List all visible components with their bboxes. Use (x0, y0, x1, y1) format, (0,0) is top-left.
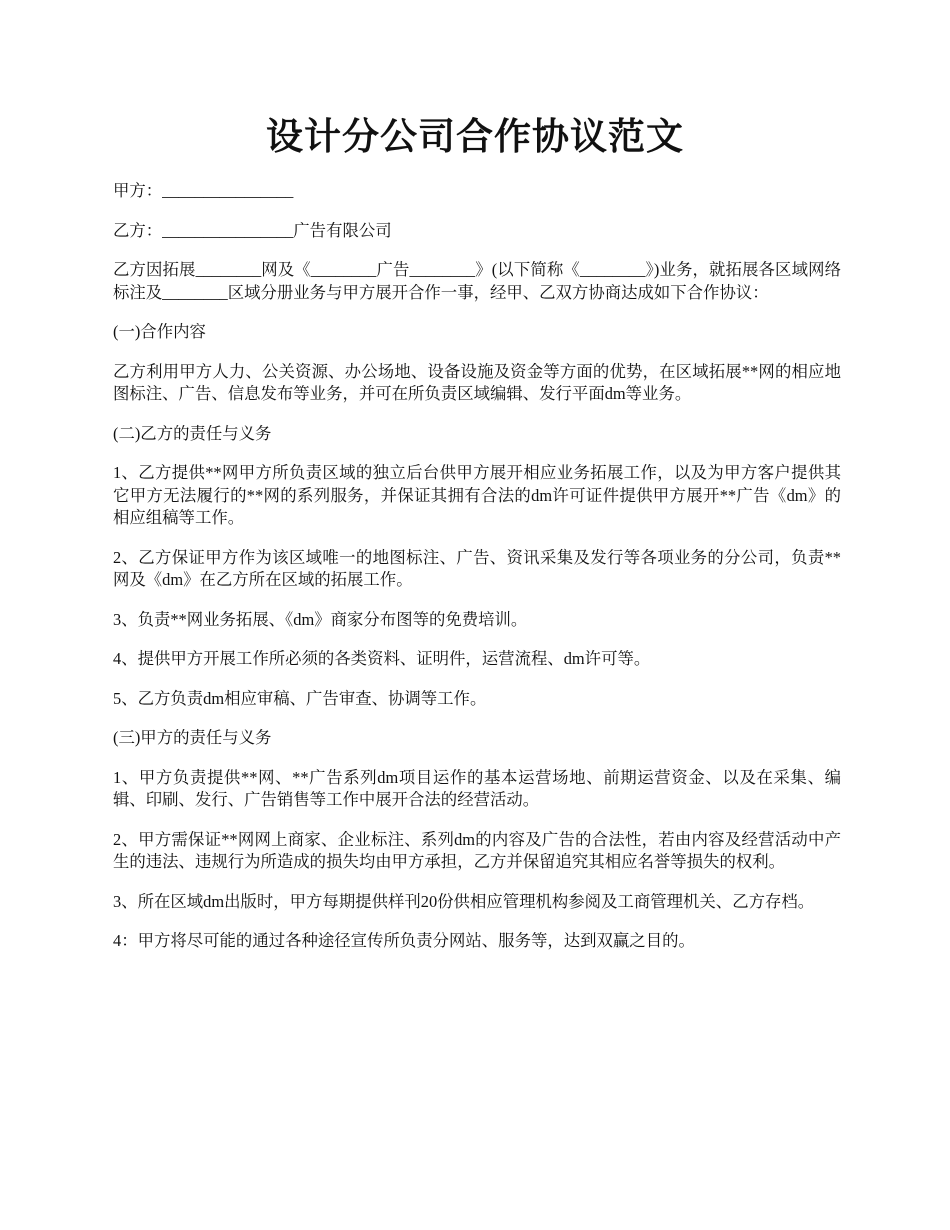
party-b-duty-4: 4、提供甲方开展工作所必须的各类资料、证明件，运营流程、dm许可等。 (113, 649, 651, 668)
document-body (113, 180, 841, 970)
section-heading-party-a-duties: (三)甲方的责任与义务 (113, 728, 272, 747)
preamble-paragraph: 乙方因拓展________网及《________广告________》(以下简称《________》)业务，就拓展各区域网络标注及________区域分册业务与甲方展开合作一事，经甲、乙双方协商达成如下合作协议： (113, 260, 841, 302)
cooperation-content-paragraph: 乙方利用甲方人力、公关资源、办公场地、设备设施及资金等方面的优势，在区域拓展**网的相应地图标注、广告、信息发布等业务，并可在所负责区域编辑、发行平面dm等业务。 (113, 361, 841, 403)
party-a-duty-3: 3、所在区域dm出版时，甲方每期提供样刊20份供相应管理机构参阅及工商管理机关、乙方存档。 (113, 891, 815, 911)
party-b-duty-3: 3、负责**网业务拓展、《dm》商家分布图等的免费培训。 (113, 609, 528, 629)
section-heading-cooperation: (一)合作内容 (113, 322, 206, 341)
party-a-line: 甲方：________________ (113, 181, 294, 200)
party-b-duty-2: 2、乙方保证甲方作为该区域唯一的地图标注、广告、资讯采集及发行等各项业务的分公司，负责**网及《dm》在乙方所在区域的拓展工作。 (113, 547, 841, 589)
section-heading-party-b-duties: (二)乙方的责任与义务 (113, 423, 272, 443)
party-b-line: 乙方：________________广告有限公司 (113, 220, 392, 240)
party-a-duty-2: 2、甲方需保证**网网上商家、企业标注、系列dm的内容及广告的合法性，若由内容及经营活动中产生的违法、违规行为所造成的损失均由甲方承担，乙方并保留追究其相应名誉等损失的权利。 (113, 829, 841, 871)
party-a-duty-1: 1、甲方负责提供**网、**广告系列dm项目运作的基本运营场地、前期运营资金、以及在采集、编辑、印刷、发行、广告销售等工作中展开合法的经营活动。 (113, 767, 841, 809)
party-a-duty-4: 4：甲方将尽可能的通过各种途径宣传所负责分网站、服务等，达到双赢之目的。 (113, 931, 695, 950)
party-b-duty-5: 5、乙方负责dm相应审稿、广告审查、协调等工作。 (113, 688, 487, 708)
party-b-duty-1: 1、乙方提供**网甲方所负责区域的独立后台供甲方展开相应业务拓展工作，以及为甲方客户提供其它甲方无法履行的**网的系列服务，并保证其拥有合法的dm许可证件提供甲方展开**广告《dm》的相应组稿等工作。 (113, 463, 841, 527)
document-title: 设计分公司合作协议范文 (266, 117, 684, 158)
